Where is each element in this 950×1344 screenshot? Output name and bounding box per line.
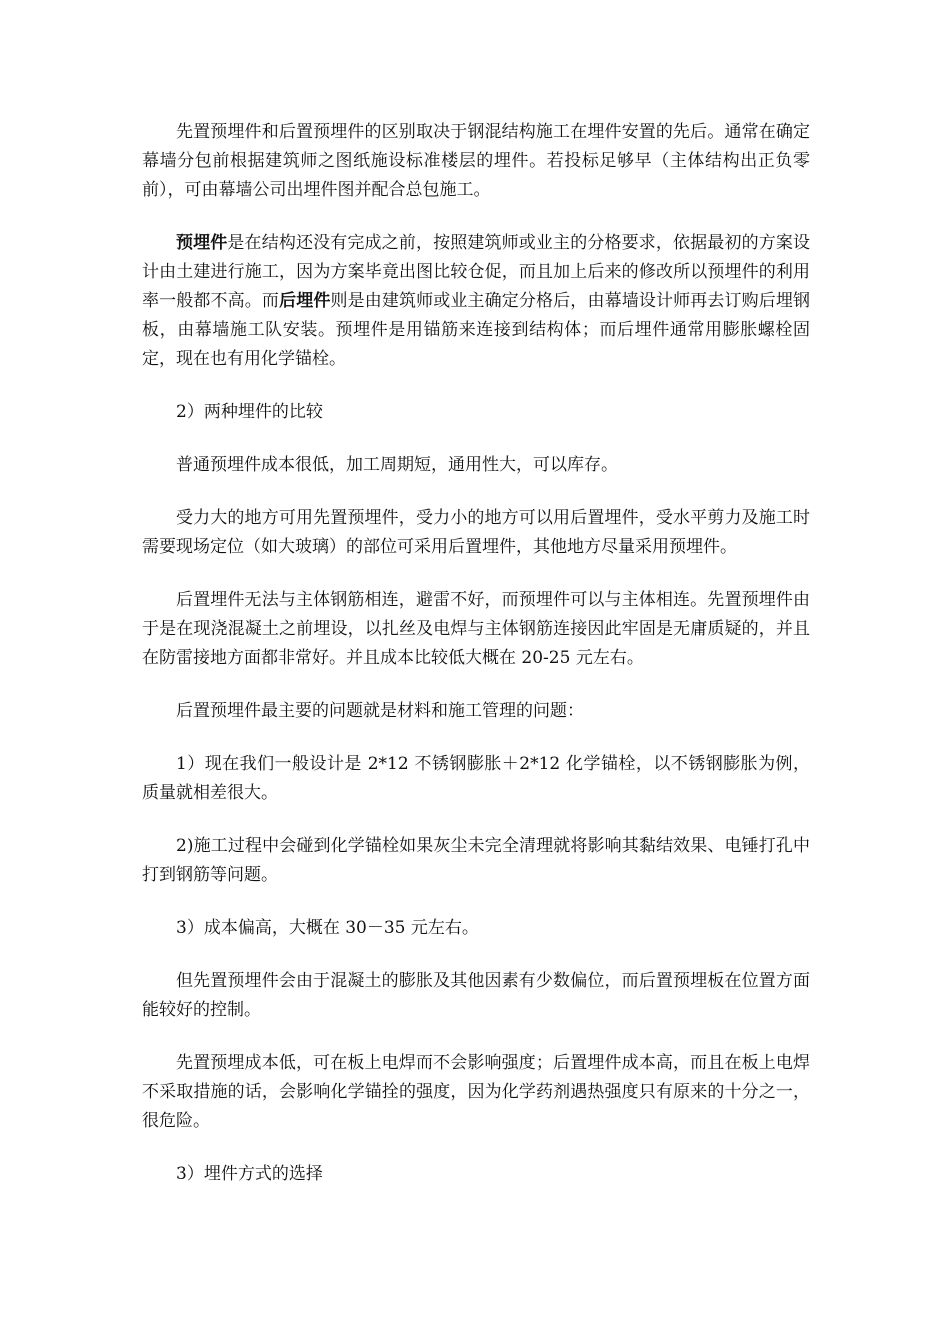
section-heading-comparison: 2）两种埋件的比较 — [176, 402, 323, 422]
paragraph-1: 先置预埋件和后置预埋件的区别取决于钢混结构施工在埋件安置的先后。通常在确定幕墙分包前根据建筑师之图纸施设标准楼层的埋件。若投标足够早（主体结构出正负零前），可由幕墙公司出埋件图并配合总包施工。 — [142, 122, 810, 200]
paragraph-2-text-a: 是在结构还没有完成之前，按照建筑师或业主的分格要求，依据最初的方案设计由土建进行施工，因为方案毕竟出图比较仓促，而且加上后来的修改所以预埋件的利用率一般都不高。而 — [142, 233, 811, 311]
paragraph-11: 但先置预埋件会由于混凝土的膨胀及其他因素有少数偏位，而后置预埋板在位置方面能较好的控制。 — [142, 971, 810, 1020]
section-heading-selection: 3）埋件方式的选择 — [176, 1164, 323, 1184]
list-item-2: 2)施工过程中会碰到化学锚栓如果灰尘未完全清理就将影响其黏结效果、电锤打孔中打到钢筋等问题。 — [142, 836, 810, 885]
paragraph-6: 后置埋件无法与主体钢筋相连，避雷不好，而预埋件可以与主体相连。先置预埋件由于是在现浇混凝土之前埋设，以扎丝及电焊与主体钢筋连接因此牢固是无庸质疑的，并且在防雷接地方面都非常好。并且成本比较低大概在 20-25 元左右。 — [142, 590, 810, 668]
paragraph-7: 后置预埋件最主要的问题就是材料和施工管理的问题： — [176, 701, 584, 721]
list-item-3: 3）成本偏高，大概在 30－35 元左右。 — [176, 918, 479, 938]
paragraph-4: 普通预埋件成本很低，加工周期短，通用性大，可以库存。 — [176, 455, 618, 475]
paragraph-12: 先置预埋成本低，可在板上电焊而不会影响强度；后置埋件成本高，而且在板上电焊不采取措施的话，会影响化学锚拴的强度，因为化学药剂遇热强度只有原来的十分之一，很危险。 — [142, 1053, 810, 1131]
paragraph-5: 受力大的地方可用先置预埋件，受力小的地方可以用后置埋件，受水平剪力及施工时需要现场定位（如大玻璃）的部位可采用后置埋件，其他地方尽量采用预埋件。 — [142, 508, 810, 557]
document-page — [142, 118, 810, 1213]
term-yumaijian: 预埋件 — [176, 233, 228, 253]
paragraph-2-text-b: 则是由建筑师或业主确定分格后，由幕墙设计师再去订购后埋钢板，由幕墙施工队安装。预埋件是用锚筋来连接到结构体；而后埋件通常用膨胀螺栓固定，现在也有用化学锚栓。 — [142, 291, 811, 369]
list-item-1: 1）现在我们一般设计是 2*12 不锈钢膨胀＋2*12 化学锚栓，以不锈钢膨胀为例，质量就相差很大。 — [142, 754, 810, 803]
term-houmaijian: 后埋件 — [279, 291, 331, 311]
paragraph-2 — [142, 229, 810, 374]
